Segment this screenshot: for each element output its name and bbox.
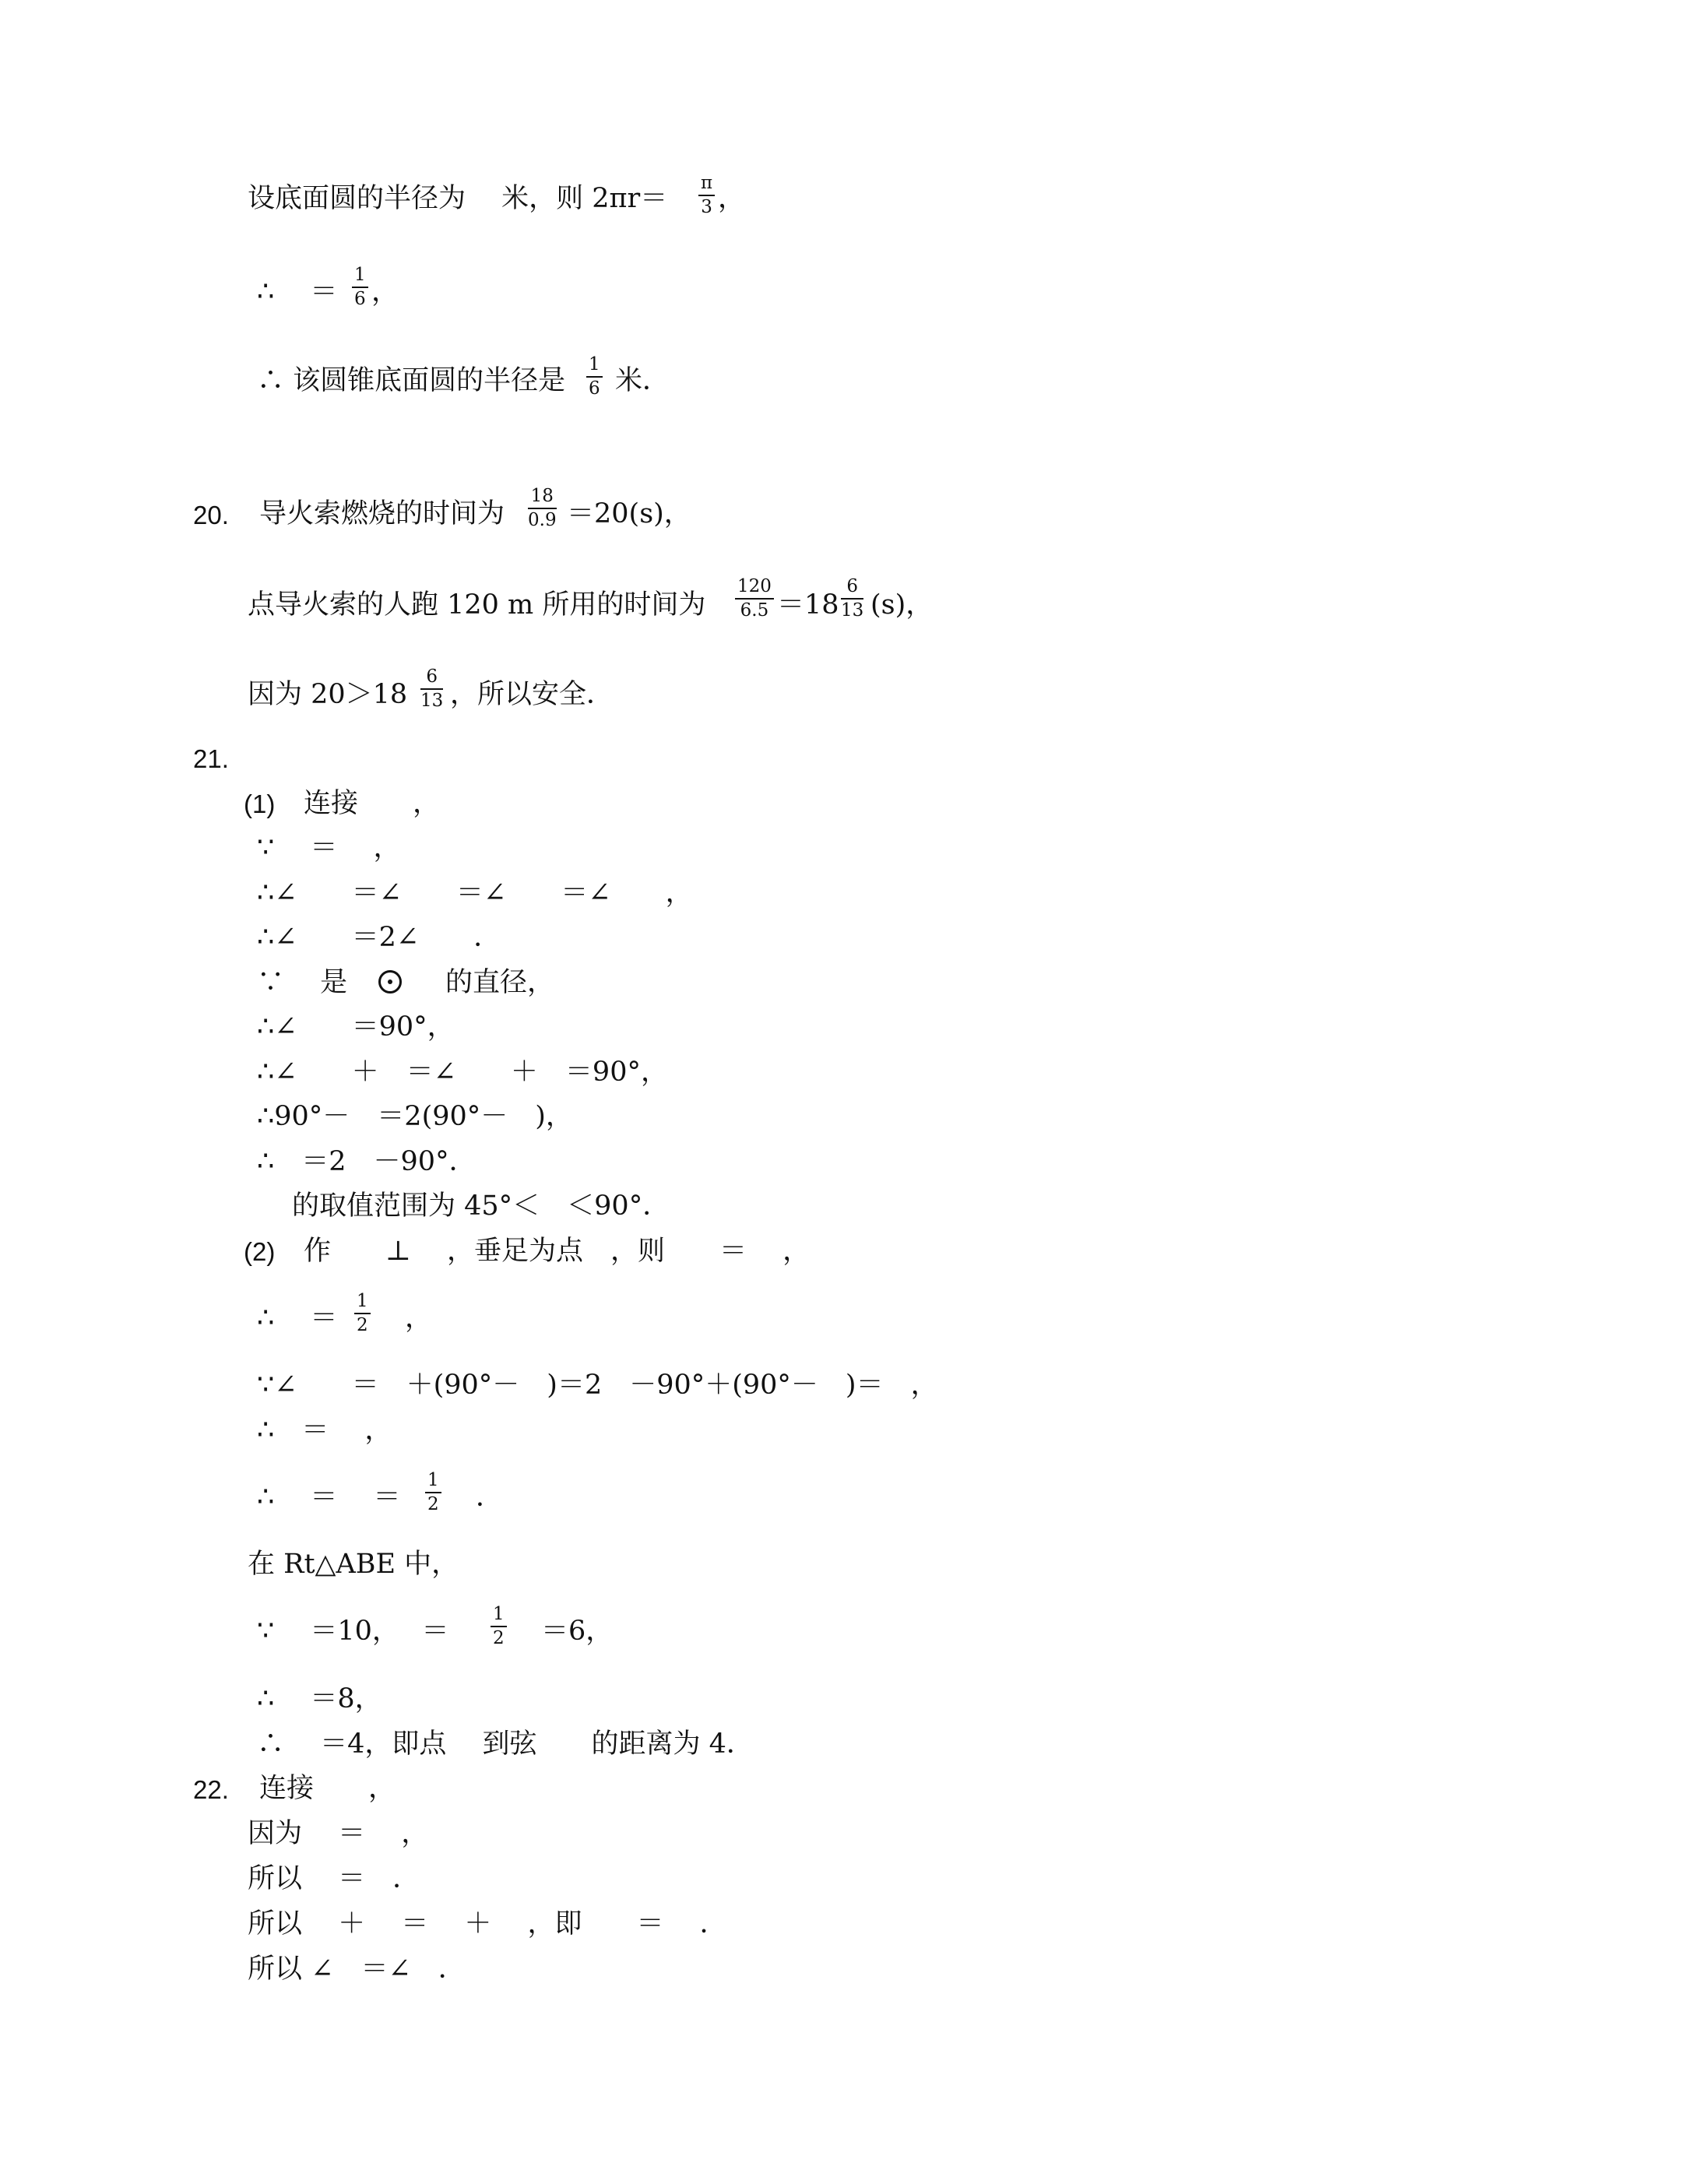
question-number-20: 20.	[193, 501, 229, 529]
q21-fraction-1-2-a	[354, 1292, 371, 1335]
q21-p1-line-10: 的取值范围为 45°＜ ＜90°．	[292, 1190, 670, 1222]
q20-fraction-6-13	[841, 578, 863, 620]
q21-p1-line-5: ∵ 是	[257, 967, 348, 998]
q19-line-3-tail: 米．	[615, 365, 670, 396]
fraction-numerator: π	[698, 174, 715, 196]
q21-p1-line-6: ∴∠ ＝90°，	[257, 1011, 455, 1043]
q21-p2-line-3: ∵∠ ＝ ＋(90°－ )＝2 －90°＋(90°－ )＝ ，	[257, 1370, 938, 1401]
fraction-numerator: 6	[841, 578, 863, 600]
question-number-22: 22.	[193, 1775, 229, 1804]
q22-line-4: 所以 ＋ ＝ ＋ ，即 ＝ ．	[248, 1908, 727, 1940]
fraction-denominator: 2	[357, 1315, 368, 1335]
q21-p1-line-5-tail: 的直径，	[445, 967, 555, 998]
q22-line-1: 连接 ，	[259, 1773, 396, 1804]
q22-line-5: 所以 ∠ ＝∠ ．	[248, 1954, 466, 1985]
q21-p2-line-2: ∴ ＝	[257, 1303, 338, 1334]
fraction-denominator: 6	[354, 289, 366, 309]
q20-line-2-tail: (s)，	[870, 589, 934, 621]
fraction-numerator: 1	[425, 1472, 441, 1493]
fraction-denominator: 0.9	[528, 510, 557, 530]
q21-p2-line-5: ∴ ＝ ＝	[257, 1482, 401, 1513]
q21-part-2-label: (2)	[244, 1237, 276, 1266]
q19-line-1	[248, 185, 667, 213]
q22-line-3: 所以 ＝ ．	[248, 1863, 420, 1894]
q21-p2-line-7-tail: ＝6，	[514, 1616, 614, 1647]
q21-p1-line-1: 连接 ，	[304, 788, 441, 819]
q21-p1-line-7: ∴∠ ＋ ＝∠ ＋ ＝90°，	[257, 1057, 668, 1088]
q22-line-2: 因为 ＝ ，	[248, 1818, 429, 1849]
q20-fraction-18-0.9	[528, 487, 557, 529]
q20-line-3-tail: ，所以安全．	[450, 679, 614, 710]
q21-part-1-label: (1)	[244, 790, 276, 818]
q21-p2-line-5-tail: ．	[448, 1482, 504, 1513]
fraction-denominator: 3	[701, 197, 712, 217]
q21-fraction-1-2-b	[425, 1472, 441, 1514]
fraction-numerator: 1	[352, 266, 368, 288]
q19-line-2: ∴ ＝	[257, 276, 338, 308]
question-number-21: 21.	[193, 744, 229, 773]
fraction-denominator: 6.5	[740, 600, 769, 621]
fraction-numerator: 1	[491, 1605, 507, 1627]
fraction-denominator: 2	[427, 1494, 439, 1514]
q19-fraction-1-6	[352, 266, 368, 308]
fraction-numerator: 18	[528, 487, 557, 509]
fraction-numerator: 1	[354, 1292, 371, 1314]
fraction-denominator: 6	[589, 378, 600, 399]
q21-p1-line-8: ∴90°－ ＝2(90°－ )，	[257, 1101, 573, 1132]
q21-p1-line-2: ∵ ＝ ，	[257, 832, 401, 863]
q21-p2-line-1: 作 ⊥ ，垂足为点 ，则 ＝ ，	[304, 1236, 811, 1267]
q19-fraction-pi-3	[698, 174, 715, 216]
q21-p2-line-9: ∴ ＝4，即点 到弦 的距离为 4．	[257, 1729, 754, 1760]
q21-p2-line-6: 在 Rt△ABE 中，	[248, 1549, 459, 1580]
q20-line-1: 导火索燃烧的时间为	[259, 498, 505, 529]
q20-line-2: 点导火索的人跑 120 m 所用的时间为	[248, 589, 706, 621]
q21-p2-line-2-tail: ，	[378, 1303, 433, 1334]
fraction-denominator: 13	[420, 691, 444, 711]
q20-line-3: 因为 20＞18	[248, 679, 408, 710]
q21-p1-line-4: ∴∠ ＝2∠ ．	[257, 922, 501, 953]
fraction-numerator: 6	[420, 668, 443, 690]
fraction-numerator: 120	[735, 578, 774, 600]
q21-p2-line-7: ∵ ＝10， ＝	[257, 1616, 449, 1647]
q20-line-1-tail: ＝20(s)，	[567, 498, 691, 529]
q19-line-1-tail: ，	[718, 183, 746, 214]
q19-line-2-tail: ，	[371, 276, 399, 308]
q20-fraction-120-6.5	[735, 578, 774, 620]
q21-fraction-1-2-c	[491, 1605, 507, 1648]
q21-p2-line-4: ∴ ＝ ，	[257, 1415, 392, 1446]
q21-p1-line-9: ∴ ＝2 －90°．	[257, 1146, 477, 1177]
fraction-numerator: 1	[586, 356, 603, 378]
fraction-denominator: 13	[841, 600, 864, 621]
q19-line-1-text: 设底面圆的半径为 米，则 2πr＝	[248, 183, 668, 214]
q19-line-3: ∴ 该圆锥底面圆的半径是	[257, 365, 566, 396]
fraction-denominator: 2	[493, 1628, 505, 1648]
q21-p1-line-3: ∴∠ ＝∠ ＝∠ ＝∠ ，	[257, 877, 693, 909]
q19-fraction-1-6-b	[586, 356, 603, 398]
circle-dot-symbol-icon	[378, 970, 402, 994]
q20-fraction-6-13-b	[420, 668, 443, 710]
q21-p2-line-8: ∴ ＝8，	[257, 1683, 382, 1714]
q20-line-2-mid: ＝18	[777, 589, 839, 621]
